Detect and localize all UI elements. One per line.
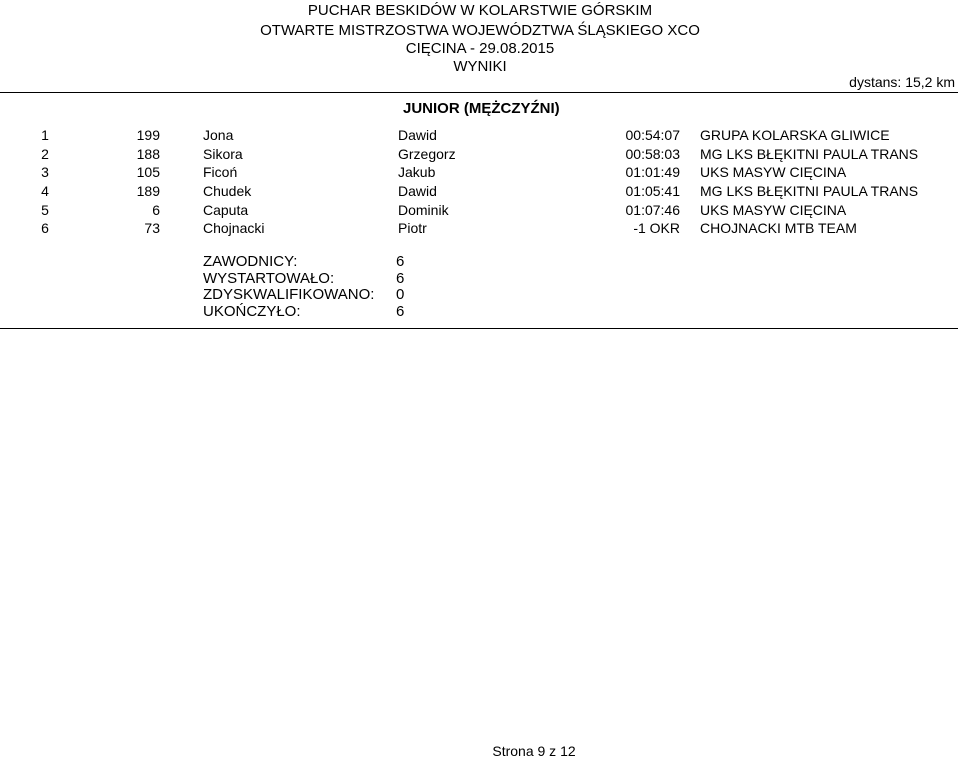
bib-number: 73: [144, 220, 160, 237]
summary-label: ZDYSKWALIFIKOWANO:: [203, 286, 375, 303]
finish-time: 01:01:49: [625, 164, 680, 181]
summary-row: [203, 271, 404, 288]
finish-time: 01:07:46: [625, 201, 680, 218]
bottom-divider: [0, 328, 958, 329]
last-name: Chojnacki: [203, 220, 265, 237]
position: 2: [41, 145, 49, 162]
first-name: Jakub: [398, 164, 436, 181]
summary-label: WYSTARTOWAŁO:: [203, 269, 335, 287]
club-name: MG LKS BŁĘKITNI PAULA TRANS: [700, 183, 919, 200]
position: 3: [41, 164, 49, 181]
summary-value: 6: [396, 253, 405, 270]
last-name: Chudek: [203, 183, 252, 200]
results-heading: WYNIKI: [453, 58, 507, 75]
table-row: [0, 182, 918, 201]
club-name: GRUPA KOLARSKA GLIWICE: [700, 127, 890, 144]
last-name: Ficoń: [203, 164, 238, 181]
summary-row: [203, 254, 404, 271]
table-row: [0, 219, 918, 238]
table-row: [0, 145, 918, 164]
summary-table: [203, 254, 404, 320]
position: 5: [41, 201, 49, 218]
summary-value: 0: [396, 286, 405, 303]
club-name: MG LKS BŁĘKITNI PAULA TRANS: [700, 145, 919, 162]
finish-time: 00:54:07: [625, 127, 680, 144]
summary-row: [203, 304, 404, 321]
distance-label: dystans: 15,2 km: [849, 74, 955, 90]
finish-time: 01:05:41: [625, 183, 680, 200]
first-name: Dawid: [398, 127, 437, 144]
summary-row: [203, 287, 404, 304]
category-title: JUNIOR (MĘŻCZYŹNI): [403, 100, 560, 117]
position: 1: [41, 127, 49, 144]
position: 6: [41, 220, 49, 237]
bib-number: 105: [136, 164, 160, 181]
event-subtitle: OTWARTE MISTRZOSTWA WOJEWÓDZTWA ŚLĄSKIEGO XCO: [260, 22, 700, 39]
bib-number: 188: [136, 145, 160, 162]
finish-time: 00:58:03: [625, 145, 680, 162]
first-name: Dawid: [398, 183, 437, 200]
event-title: PUCHAR BESKIDÓW W KOLARSTWIE GÓRSKIM: [307, 2, 653, 19]
summary-label: ZAWODNICY:: [203, 253, 298, 270]
finish-time: -1 OKR: [633, 220, 680, 237]
last-name: Sikora: [203, 145, 243, 162]
results-table: [0, 126, 918, 238]
summary-value: 6: [396, 302, 405, 320]
table-row: [0, 200, 918, 219]
last-name: Caputa: [203, 201, 249, 218]
position: 4: [41, 183, 49, 200]
summary-value: 6: [396, 269, 405, 287]
table-row: [0, 126, 918, 145]
last-name: Jona: [203, 127, 234, 144]
table-row: [0, 163, 918, 182]
first-name: Grzegorz: [398, 145, 456, 162]
summary-label: UKOŃCZYŁO:: [203, 302, 301, 320]
club-name: UKS MASYW CIĘCINA: [700, 201, 847, 218]
event-date-location: CIĘCINA - 29.08.2015: [405, 40, 555, 57]
page-number: Strona 9 z 12: [492, 743, 576, 759]
first-name: Piotr: [398, 220, 427, 237]
bib-number: 6: [152, 201, 160, 218]
top-divider: [0, 92, 958, 93]
club-name: UKS MASYW CIĘCINA: [700, 164, 847, 181]
bib-number: 189: [136, 183, 160, 200]
bib-number: 199: [136, 127, 160, 144]
club-name: CHOJNACKI MTB TEAM: [700, 220, 857, 237]
first-name: Dominik: [398, 201, 449, 218]
